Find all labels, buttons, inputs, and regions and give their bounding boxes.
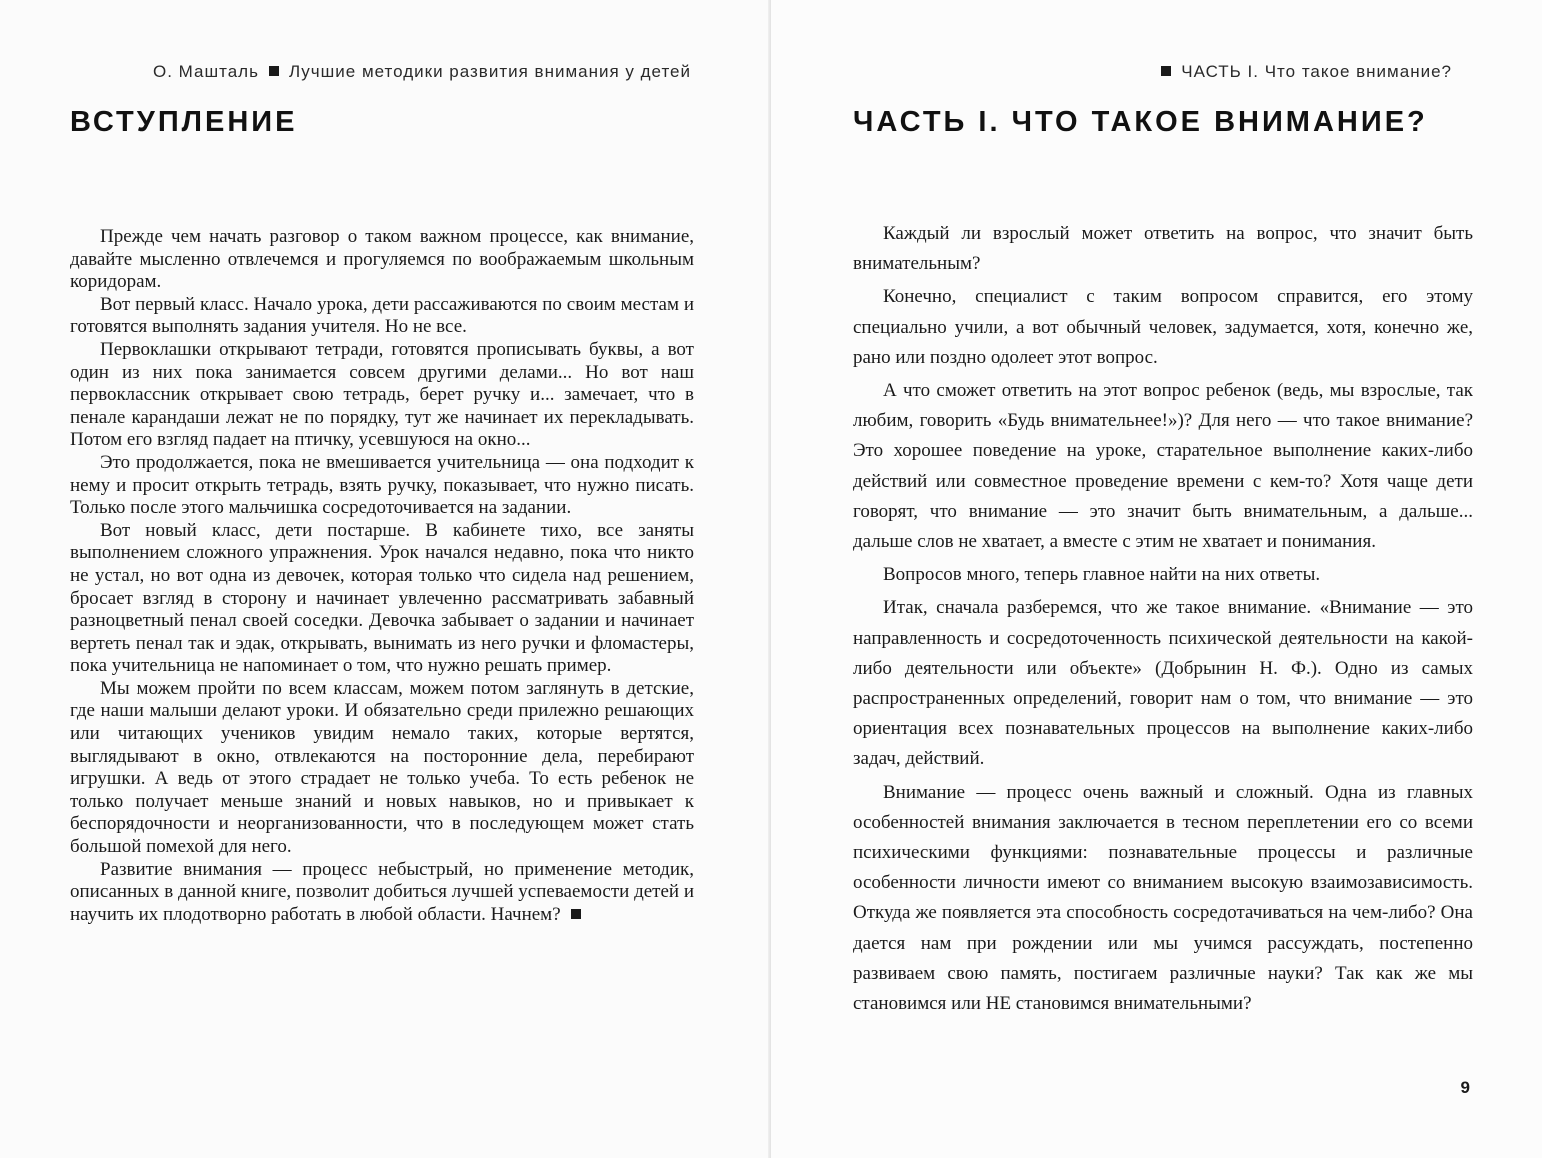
left-body-text [70,226,694,926]
left-running-head [153,62,691,82]
right-paragraph: Вопросов много, теперь главное найти на них ответы. [883,564,1321,586]
left-paragraph: Мы можем пройти по всем классам, можем потом заглянуть в детские, где наши малыши делают уроки. И обязательно среди прилежно решающих или читающих учеников увидим немало таких, которые вертятся, выглядывают в окно, отвлекаются на посторонние дела, перебирают игрушки. А ведь от этого страдает не только учеба. То есть ребенок не только получает меньше знаний и новых навыков, но и привыкает к беспорядочности и неорганизованности, что в последующем может стать большой помехой для него. [70,677,694,858]
square-bullet-icon [269,66,279,76]
right-paragraph: А что сможет ответить на этот вопрос ребенок (ведь, мы взрослые, так любим, говорить «Будь внимательнее!»)? Для него — что такое внимание? Это хорошее поведение на уроке, старательное выполнение каких-либо действий или совместное проведение времени с кем-то? Хотя чаще дети говорят, что внимание — это значит быть внимательным, а дальше... дальше слов не хватает, а вместе с этим не хватает и понимания. [853,380,1473,553]
left-paragraph-last-text: Развитие внимания — процесс небыстрый, но применение методик, описанных в данной книге, позволит добиться лучшей успеваемости детей и научить их плодотворно работать в любой области. Начнем? [70,858,694,925]
left-paragraph: Прежде чем начать разговор о таком важном процессе, как внимание, давайте мысленно отвлечемся и прогуляемся по воображаемым школьным коридорам. [70,226,694,293]
right-paragraph: Внимание — процесс очень важный и сложный. Одна из главных особенностей внимания заключается в тесном переплетении его со всеми психическими функциями: познавательные процессы и различные особенности личности имеют со вниманием высокую взаимозависимость. Откуда же появляется эта способность сосредотачиваться на чем-либо? Она дается нам при рождении или мы учимся рассуждать, постепенно развиваем свою память, постигаем различные науки? Так как же мы становимся или НЕ становимся внимательными? [853,781,1473,1015]
left-paragraph: Вот первый класс. Начало урока, дети рассаживаются по своим местам и готовятся выполнять задания учителя. Но не все. [70,293,694,338]
right-paragraph: Каждый ли взрослый может ответить на вопрос, что значит быть внимательным? [853,223,1473,275]
left-chapter-title: ВСТУПЛЕНИЕ [70,106,298,138]
running-head-book-title: Лучшие методики развития внимания у детей [288,62,691,81]
end-of-section-square-icon [571,909,581,919]
running-head-section: ЧАСТЬ I. Что такое внимание? [1181,62,1452,81]
right-body-text [853,219,1473,1022]
right-chapter-title: ЧАСТЬ I. ЧТО ТАКОЕ ВНИМАНИЕ? [853,106,1428,138]
right-paragraph: Итак, сначала разберемся, что же такое внимание. «Внимание — это направленность и сосредоточенность психической деятельности на какой-либо деятельности или объекте» (Добрынин Н. Ф.). Одно из самых распространенных определений, говорит нам о том, что внимание — это ориентация всех познавательных процессов на выполнение каких-либо задач, действий. [853,597,1473,770]
left-paragraph-last [70,859,694,927]
left-paragraph: Это продолжается, пока не вмешивается учительница — она подходит к нему и просит открыть тетрадь, взять ручку, показывает, что нужно писать. Только после этого мальчишка сосредоточивается на задании. [70,451,694,519]
page-number: 9 [1460,1078,1470,1097]
right-paragraph: Конечно, специалист с таким вопросом справится, его этому специально учили, а вот обычный человек, задумается, хотя, конечно же, рано или поздно одолеет этот вопрос. [853,286,1473,368]
right-page [771,0,1542,1158]
running-head-author: О. Машталь [153,62,259,81]
left-paragraph: Первоклашки открывают тетради, готовятся прописывать буквы, а вот один из них пока занимается совсем другими делами... Но вот наш первоклассник открывает свою тетрадь, берет ручку и... замечает, что в пенале карандаши лежат не по порядку, тут же начинает их перекладывать. Потом его взгляд падает на птичку, усевшуюся на окно... [70,338,694,451]
right-running-head [1151,62,1452,82]
square-bullet-icon [1161,66,1171,76]
left-paragraph: Вот новый класс, дети постарше. В кабинете тихо, все заняты выполнением сложного упражнения. Урок начался недавно, пока что никто не устал, но вот одна из девочек, которая только что сидела над решением, бросает взгляд в сторону и начинает увлеченно рассматривать забавный разноцветный пенал своей соседки. Девочка забывает о задании и начинает вертеть пенал так и эдак, открывать, вынимать из него ручки и фломастеры, пока учительница не напоминает о том, что нужно решать пример. [70,519,694,677]
